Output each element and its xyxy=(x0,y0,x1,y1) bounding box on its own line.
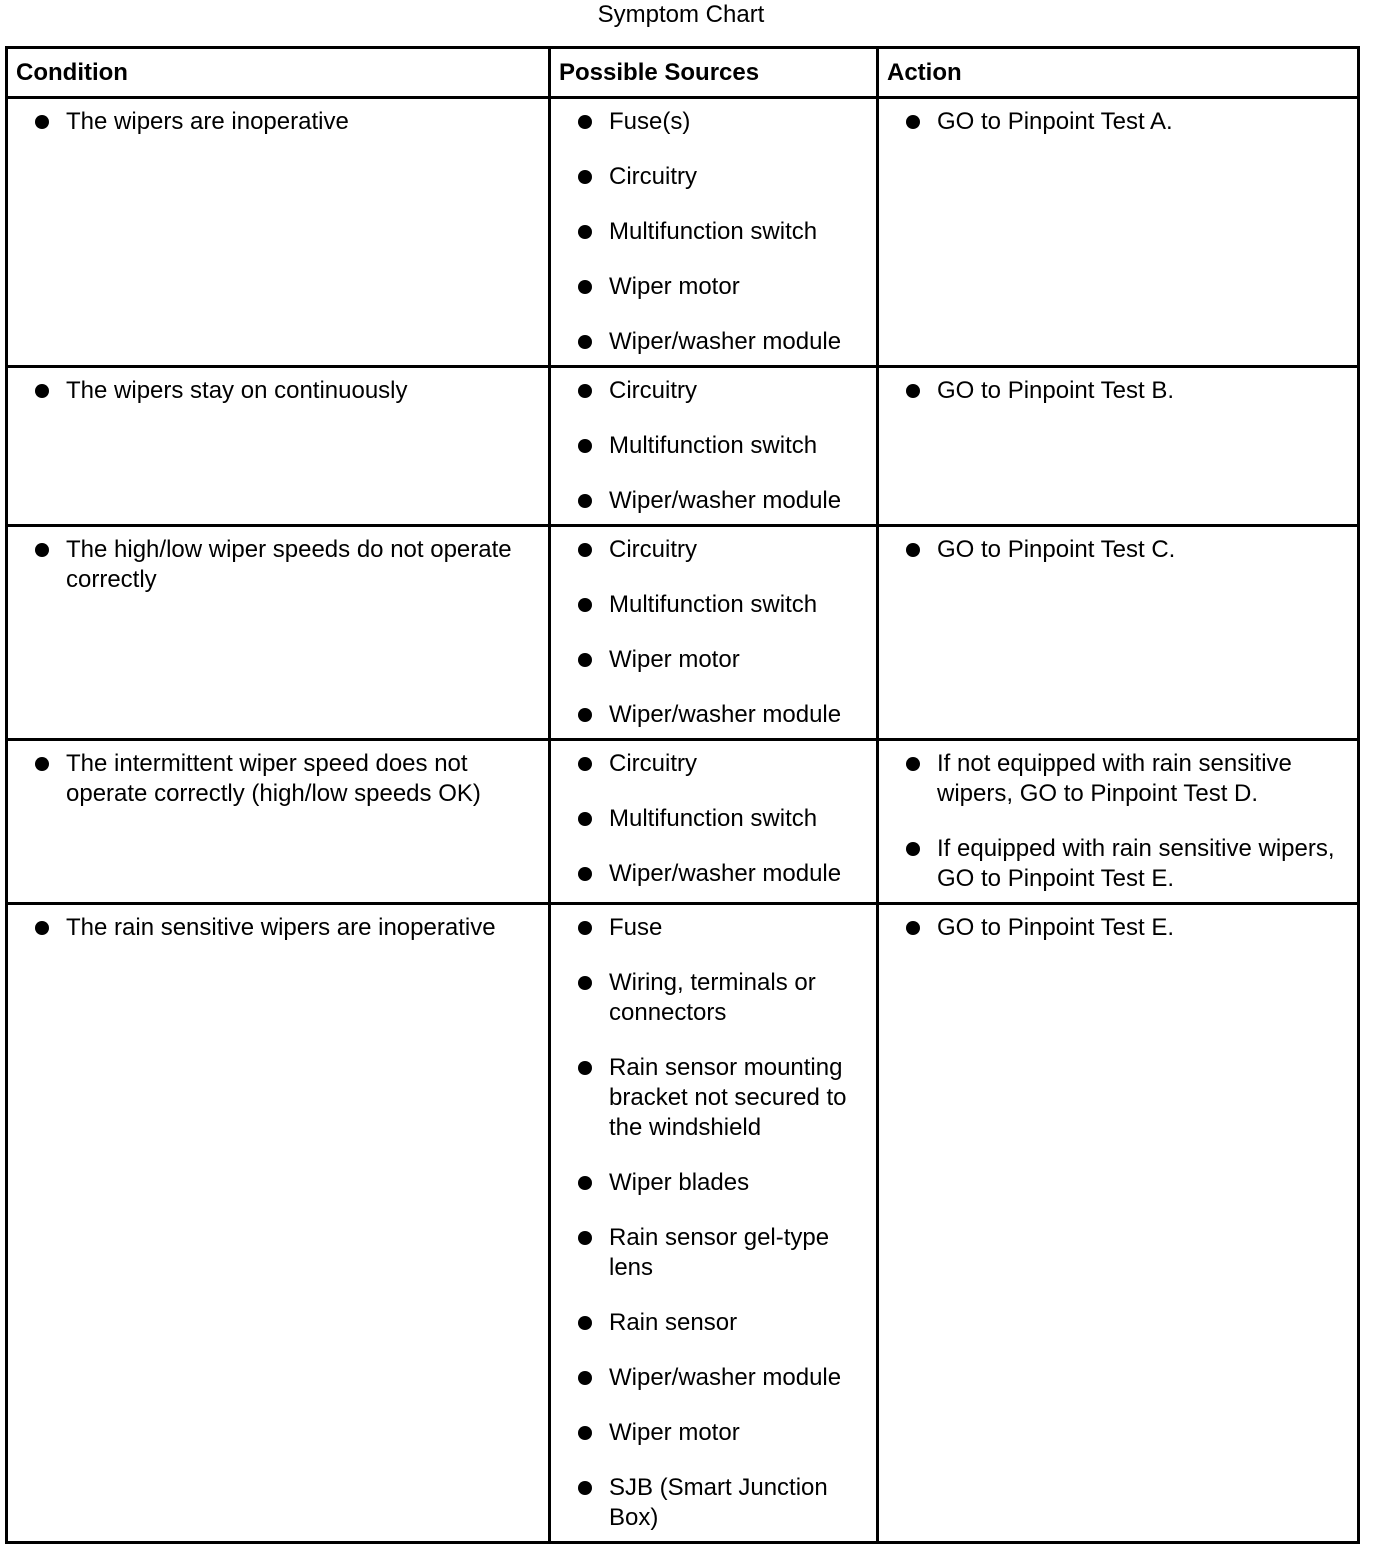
source-item xyxy=(551,107,868,137)
source-item-text: Wiper/washer module xyxy=(609,1364,842,1391)
source-item-text: Wiper/washer module xyxy=(609,487,842,514)
source-item xyxy=(551,700,868,730)
bullet-icon xyxy=(578,867,592,881)
table-row xyxy=(7,904,1359,1543)
bullet-icon xyxy=(578,653,592,667)
bullet-icon xyxy=(35,384,49,398)
bullet-icon xyxy=(578,335,592,349)
source-item-text: Circuitry xyxy=(609,536,697,563)
source-item xyxy=(551,535,868,565)
condition-cell-list xyxy=(8,535,540,595)
condition-cell xyxy=(7,740,550,904)
bullet-icon xyxy=(35,757,49,771)
source-item xyxy=(551,859,868,889)
possible-sources-cell xyxy=(550,526,878,740)
source-item-text: Multifunction switch xyxy=(609,591,818,618)
action-item-text: GO to Pinpoint Test A. xyxy=(937,108,1173,135)
source-item-text: Rain sensor gel-type lens xyxy=(609,1224,830,1281)
possible-sources-cell xyxy=(550,98,878,367)
condition-cell xyxy=(7,367,550,526)
table-row xyxy=(7,367,1359,526)
bullet-icon xyxy=(578,757,592,771)
condition-item xyxy=(8,749,540,809)
table-row xyxy=(7,740,1359,904)
bullet-icon xyxy=(906,757,920,771)
source-item xyxy=(551,1168,868,1198)
bullet-icon xyxy=(578,384,592,398)
source-item xyxy=(551,217,868,247)
bullet-icon xyxy=(906,921,920,935)
source-item-text: SJB (Smart Junction Box) xyxy=(609,1474,828,1531)
header-condition: Condition xyxy=(7,48,550,98)
action-cell xyxy=(878,367,1359,526)
action-item xyxy=(879,107,1349,137)
source-item-text: Wiper/washer module xyxy=(609,701,842,728)
source-item-text: Wiper motor xyxy=(609,646,740,673)
source-item xyxy=(551,272,868,302)
source-item-text: Circuitry xyxy=(609,163,697,190)
source-item xyxy=(551,1363,868,1393)
symptom-table xyxy=(5,46,1360,1544)
source-item-text: Fuse(s) xyxy=(609,108,691,135)
source-item xyxy=(551,1418,868,1448)
action-item xyxy=(879,376,1349,406)
source-item-text: Circuitry xyxy=(609,750,697,777)
condition-cell-list xyxy=(8,107,540,137)
possible-sources-cell-list xyxy=(551,913,868,1533)
bullet-icon xyxy=(578,543,592,557)
condition-item xyxy=(8,535,540,595)
condition-cell xyxy=(7,98,550,367)
bullet-icon xyxy=(578,115,592,129)
condition-cell xyxy=(7,904,550,1543)
action-item xyxy=(879,834,1349,894)
source-item xyxy=(551,590,868,620)
source-item-text: Wiper/washer module xyxy=(609,328,842,355)
condition-cell xyxy=(7,526,550,740)
bullet-icon xyxy=(578,598,592,612)
source-item xyxy=(551,968,868,1028)
possible-sources-cell-list xyxy=(551,376,868,516)
condition-item-text: The high/low wiper speeds do not operate correctly xyxy=(66,536,512,593)
possible-sources-cell xyxy=(550,367,878,526)
possible-sources-cell-list xyxy=(551,107,868,357)
source-item-text: Wiring, terminals or connectors xyxy=(609,969,816,1026)
source-item-text: Rain sensor mounting bracket not secured to the windshield xyxy=(609,1054,847,1141)
source-item xyxy=(551,486,868,516)
bullet-icon xyxy=(578,1176,592,1190)
bullet-icon xyxy=(578,921,592,935)
condition-cell-list xyxy=(8,913,540,943)
source-item-text: Wiper/washer module xyxy=(609,860,842,887)
possible-sources-cell xyxy=(550,740,878,904)
condition-item-text: The intermittent wiper speed does not operate correctly (high/low speeds OK) xyxy=(66,750,481,807)
bullet-icon xyxy=(578,280,592,294)
source-item-text: Fuse xyxy=(609,914,663,941)
action-cell-list xyxy=(879,535,1349,565)
action-cell-list xyxy=(879,913,1349,943)
bullet-icon xyxy=(578,170,592,184)
condition-cell-list xyxy=(8,376,540,406)
source-item xyxy=(551,1053,868,1143)
source-item xyxy=(551,1473,868,1533)
header-row xyxy=(7,48,1359,98)
source-item xyxy=(551,376,868,406)
action-item xyxy=(879,535,1349,565)
source-item xyxy=(551,1223,868,1283)
bullet-icon xyxy=(906,384,920,398)
source-item-text: Wiper motor xyxy=(609,273,740,300)
bullet-icon xyxy=(578,225,592,239)
table-row xyxy=(7,98,1359,367)
source-item xyxy=(551,162,868,192)
bullet-icon xyxy=(906,543,920,557)
source-item-text: Wiper blades xyxy=(609,1169,750,1196)
table-row xyxy=(7,526,1359,740)
action-item xyxy=(879,913,1349,943)
header-action: Action xyxy=(878,48,1359,98)
condition-item-text: The wipers are inoperative xyxy=(66,108,349,135)
source-item xyxy=(551,645,868,675)
chart-title: Symptom Chart xyxy=(597,1,765,28)
condition-cell-list xyxy=(8,749,540,809)
condition-item xyxy=(8,376,540,406)
source-item xyxy=(551,327,868,357)
bullet-icon xyxy=(578,1316,592,1330)
action-cell-list xyxy=(879,107,1349,137)
bullet-icon xyxy=(578,708,592,722)
bullet-icon xyxy=(578,976,592,990)
bullet-icon xyxy=(35,921,49,935)
source-item-text: Rain sensor xyxy=(609,1309,738,1336)
action-item-text: If not equipped with rain sensitive wipers, GO to Pinpoint Test D. xyxy=(937,750,1292,807)
action-cell xyxy=(878,904,1359,1543)
bullet-icon xyxy=(578,494,592,508)
condition-item xyxy=(8,107,540,137)
bullet-icon xyxy=(35,115,49,129)
source-item xyxy=(551,804,868,834)
bullet-icon xyxy=(578,1426,592,1440)
source-item-text: Multifunction switch xyxy=(609,805,818,832)
source-item xyxy=(551,749,868,779)
possible-sources-cell-list xyxy=(551,535,868,730)
possible-sources-cell-list xyxy=(551,749,868,889)
header-possible-sources: Possible Sources xyxy=(550,48,878,98)
bullet-icon xyxy=(578,439,592,453)
bullet-icon xyxy=(578,1481,592,1495)
action-item-text: GO to Pinpoint Test E. xyxy=(937,914,1175,941)
possible-sources-cell xyxy=(550,904,878,1543)
action-item-text: GO to Pinpoint Test B. xyxy=(937,377,1175,404)
bullet-icon xyxy=(578,1231,592,1245)
action-cell xyxy=(878,98,1359,367)
action-item xyxy=(879,749,1349,809)
bullet-icon xyxy=(578,812,592,826)
action-cell-list xyxy=(879,749,1349,894)
source-item-text: Multifunction switch xyxy=(609,432,818,459)
bullet-icon xyxy=(578,1371,592,1385)
action-cell xyxy=(878,526,1359,740)
source-item-text: Multifunction switch xyxy=(609,218,818,245)
condition-item-text: The wipers stay on continuously xyxy=(66,377,408,404)
condition-item-text: The rain sensitive wipers are inoperative xyxy=(66,914,496,941)
source-item xyxy=(551,1308,868,1338)
action-item-text: GO to Pinpoint Test C. xyxy=(937,536,1176,563)
source-item xyxy=(551,431,868,461)
bullet-icon xyxy=(906,842,920,856)
bullet-icon xyxy=(906,115,920,129)
source-item-text: Circuitry xyxy=(609,377,697,404)
action-cell xyxy=(878,740,1359,904)
bullet-icon xyxy=(578,1061,592,1075)
source-item xyxy=(551,913,868,943)
source-item-text: Wiper motor xyxy=(609,1419,740,1446)
action-cell-list xyxy=(879,376,1349,406)
action-item-text: If equipped with rain sensitive wipers, GO to Pinpoint Test E. xyxy=(937,835,1335,892)
condition-item xyxy=(8,913,540,943)
table-body xyxy=(7,98,1359,1543)
bullet-icon xyxy=(35,543,49,557)
